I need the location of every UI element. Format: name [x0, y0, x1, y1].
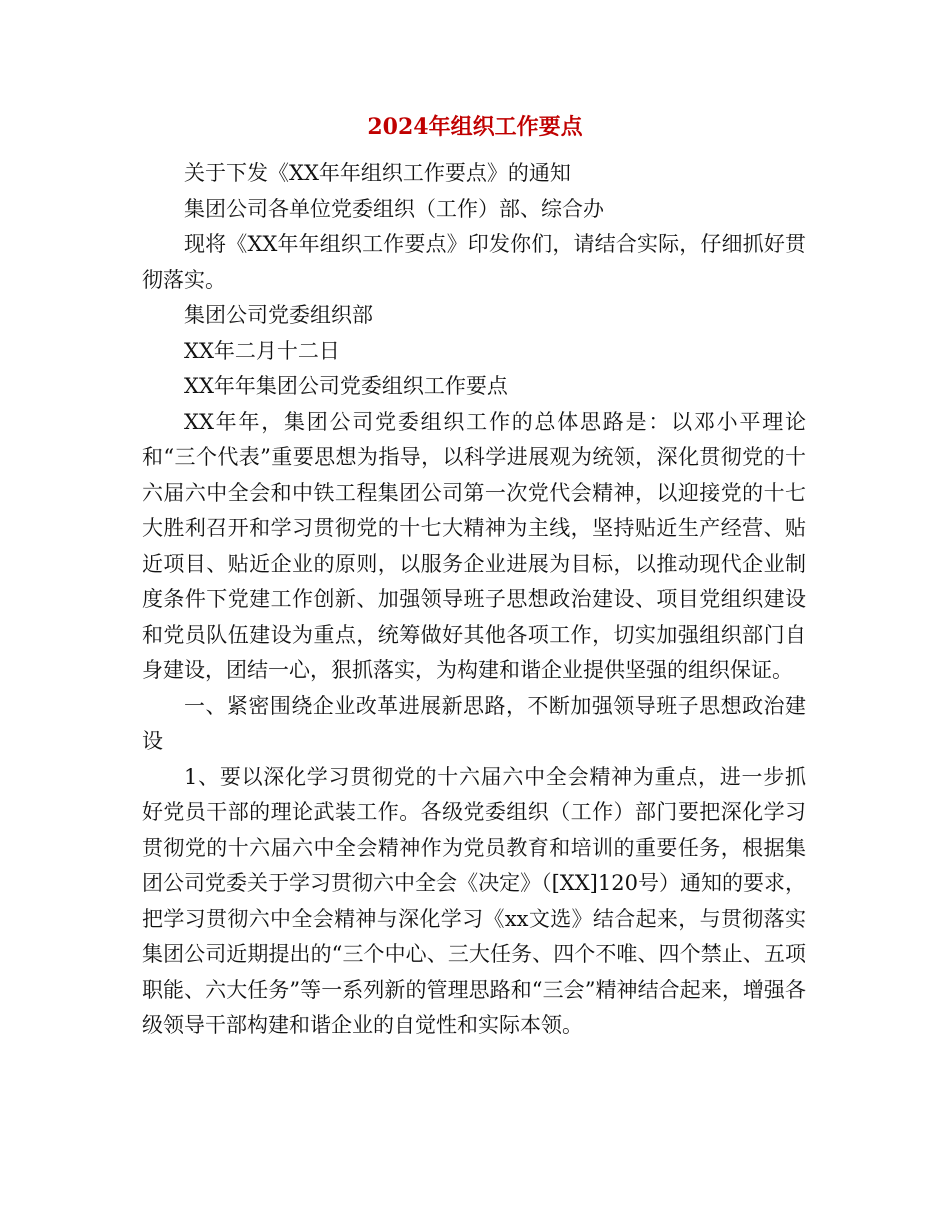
- paragraph-section-heading: 一、紧密围绕企业改革进展新思路，不断加强领导班子思想政治建设: [142, 693, 806, 753]
- paragraph-date: XX年二月十二日: [184, 338, 340, 363]
- paragraph-item-1: 1、要以深化学习贯彻党的十六届六中全会精神为重点，进一步抓好党员干部的理论武装工作。各级党委组织（工作）部门要把深化学习贯彻党的十六届六中全会精神作为党员教育和培训的重要任务，根据集团公司党委关于学习贯彻六中全会《决定》（[XX]120号）通知的要求，把学习贯彻六中全会精神与深化学习《xx文选》结合起来，与贯彻落实集团公司近期提出的“三个中心、三大任务、四个不唯、四个禁止、五项职能、六大任务”等一系列新的管理思路和“三会”精神结合起来，增强各级领导干部构建和谐企业的自觉性和实际本领。: [142, 764, 806, 1037]
- paragraph-instruction: 现将《XX年年组织工作要点》印发你们，请结合实际，仔细抓好贯彻落实。: [142, 232, 806, 292]
- document-title: 2024年组织工作要点: [367, 114, 583, 140]
- document-body: [142, 156, 806, 1044]
- paragraph-subtitle: XX年年集团公司党委组织工作要点: [184, 374, 508, 398]
- paragraph-issuer: 集团公司党委组织部: [184, 303, 373, 327]
- paragraph-overview: XX年年，集团公司党委组织工作的总体思路是：以邓小平理论和“三个代表”重要思想为指导，以科学进展观为统领，深化贯彻党的十六届六中全会和中铁工程集团公司第一次党代会精神，以迎接党的十七大胜利召开和学习贯彻党的十七大精神为主线，坚持贴近生产经营、贴近项目、贴近企业的原则，以服务企业进展为目标，以推动现代企业制度条件下党建工作创新、加强领导班子思想政治建设、项目党组织建设和党员队伍建设为重点，统筹做好其他各项工作，切实加强组织部门自身建设，团结一心，狠抓落实，为构建和谐企业提供坚强的组织保证。: [142, 409, 806, 682]
- paragraph-recipients: 集团公司各单位党委组织（工作）部、综合办: [184, 196, 604, 221]
- paragraph-notice-title: 关于下发《XX年年组织工作要点》的通知: [184, 161, 571, 185]
